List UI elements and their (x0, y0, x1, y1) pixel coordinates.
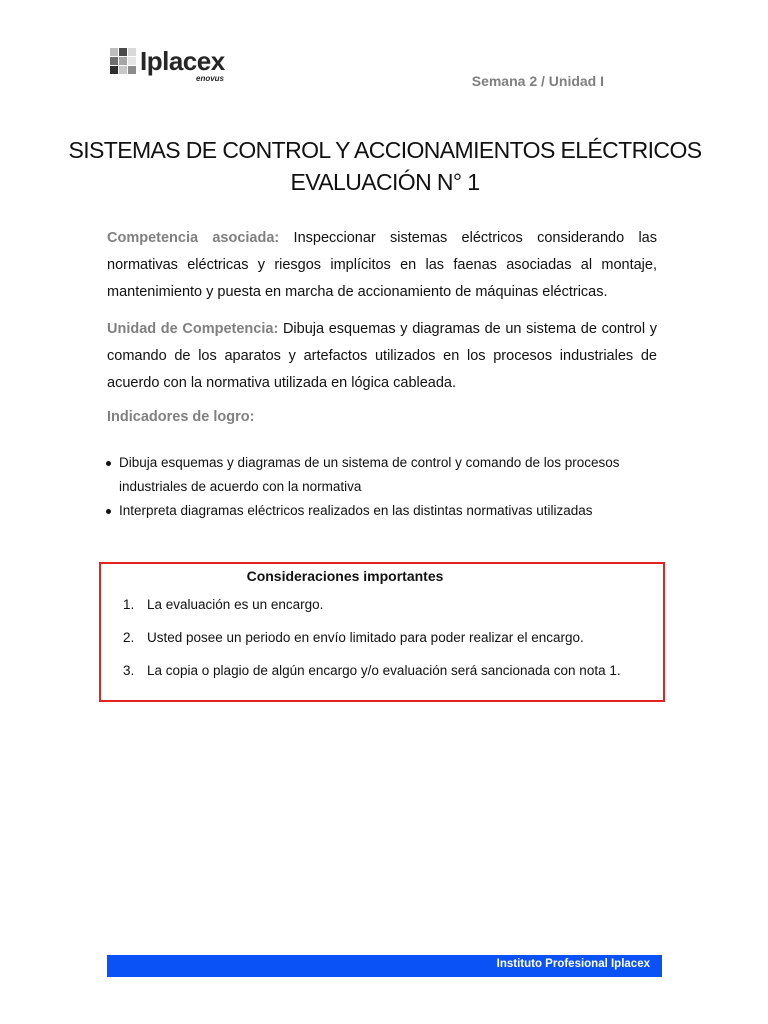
item-text: La copia o plagio de algún encargo y/o evaluación será sancionada con nota 1. (147, 663, 621, 678)
logo-grid-icon (110, 48, 138, 76)
considerations-box (99, 562, 665, 702)
title-line-1: SISTEMAS DE CONTROL Y ACCIONAMIENTOS ELÉCTRICOS (68, 137, 702, 163)
competencia-label: Competencia asociada: (107, 230, 280, 246)
indicadores-list (104, 451, 664, 523)
competencia-paragraph (107, 225, 657, 306)
document-title (60, 134, 710, 198)
iplacex-logo (110, 46, 270, 86)
list-item: Dibuja esquemas y diagramas de un sistema de control y comando de los procesos industriales de acuerdo con la normativa (104, 451, 664, 499)
list-item (123, 594, 621, 627)
footer-text: Instituto Profesional Iplacex (496, 958, 650, 970)
item-text: Usted posee un periodo en envío limitado para poder realizar el encargo. (147, 630, 584, 645)
competencia-text: Inspeccionar sistemas eléctricos considerando las normativas eléctricas y riesgos implícitos en las faenas asociadas al montaje, mantenimiento y puesta en marcha de accionamiento de máquinas eléctricas. (107, 230, 657, 300)
indicadores-label: Indicadores de logro: (107, 409, 255, 425)
list-item (123, 660, 621, 693)
considerations-title: Consideraciones importantes (246, 568, 444, 584)
list-item: Interpreta diagramas eléctricos realizados en las distintas normativas utilizadas (104, 499, 664, 523)
unidad-label: Unidad de Competencia: (107, 321, 279, 337)
item-number: 2. (123, 630, 135, 645)
unidad-text: Dibuja esquemas y diagramas de un sistema de control y comando de los aparatos y artefactos utilizados en los procesos industriales de acuerdo con la normativa utilizada en lógica cableada. (107, 321, 658, 391)
footer-bar (107, 955, 662, 977)
item-number: 3. (123, 663, 135, 678)
list-item (123, 627, 621, 660)
logo-subtext: enovus (196, 74, 225, 83)
title-line-2: EVALUACIÓN N° 1 (290, 169, 480, 195)
item-text: La evaluación es un encargo. (147, 597, 324, 612)
unidad-paragraph (107, 316, 657, 397)
considerations-list (123, 594, 621, 693)
logo-text: Iplacex (140, 46, 225, 76)
week-unit-label: Semana 2 / Unidad I (471, 73, 604, 89)
item-number: 1. (123, 597, 135, 612)
